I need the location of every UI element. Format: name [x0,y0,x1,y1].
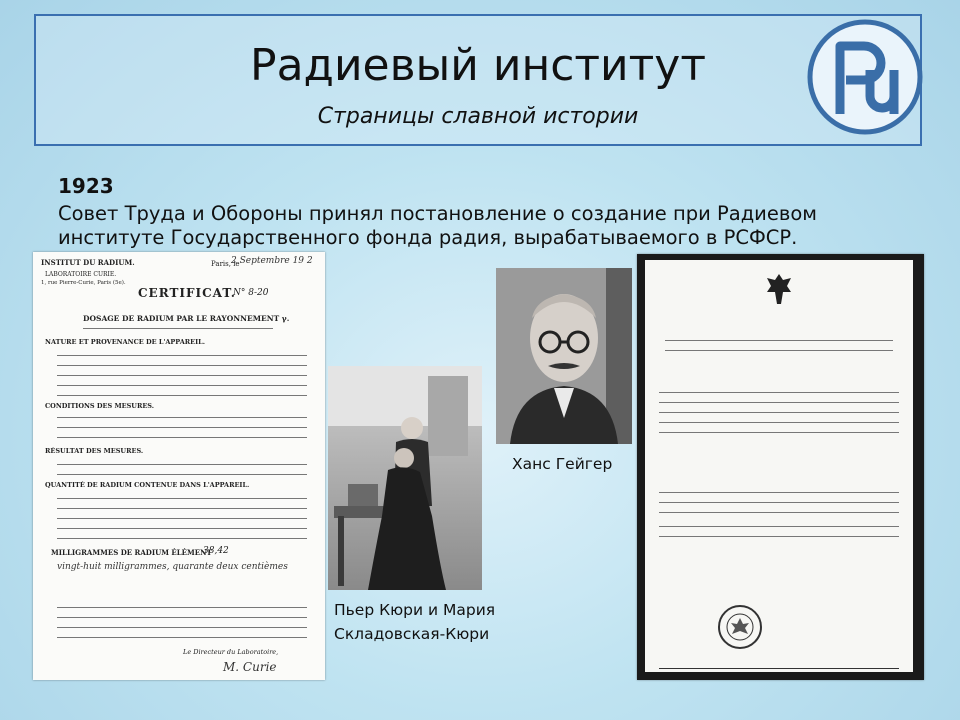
cert-institute: INSTITUT DU RADIUM. [41,258,135,267]
cert-signature: M. Curie [223,660,277,674]
cert-place: Paris, le [211,260,240,268]
cert-date-handwriting: 2 Septembre 19 2 [231,256,313,266]
certificate-document [33,252,325,680]
cert-amount-words-handwriting: vingt-huit milligrammes, quarante deux centièmes [57,562,288,572]
cert-heading: CERTIFICAT. [138,286,236,300]
cert-director: Le Directeur du Laboratoire, [183,648,279,656]
cert-amount-handwriting: 38,42 [203,546,229,556]
eagle-emblem-icon [765,272,793,306]
geiger-caption: Ханс Гейгер [512,455,613,473]
cert-address: 1, rue Pierre-Curie, Paris (5e). [41,280,126,286]
pruefungsschein-document [637,254,924,680]
curie-caption-line-2: Складовская-Кюри [334,625,490,643]
cert-section-2: CONDITIONS DES MESURES. [45,402,155,410]
geiger-photo [496,268,632,444]
page-subtitle: Страницы славной истории [317,104,639,129]
curie-photo [328,366,482,590]
cert-rule [83,328,273,329]
page-title: Радиевый институт [250,40,706,91]
radium-institute-logo-icon [806,18,924,136]
cert-dosage: DOSAGE DE RADIUM PAR LE RAYONNEMENT γ. [83,314,290,323]
curie-caption-line-1: Пьер Кюри и Мария [334,601,496,619]
cert-number: N° 8-20 [233,288,269,298]
cert-section-4: QUANTITÉ DE RADIUM CONTENUE DANS L'APPAREIL. [45,481,250,489]
official-seal-icon [717,604,763,650]
description-text: Совет Труда и Обороны принял постановление о создание при Радиевом институте Государственного фонда радия, вырабатываемого в РСФСР. [58,202,817,249]
year-heading: 1923 [58,174,114,198]
cert-milligrams: MILLIGRAMMES DE RADIUM ÉLÉMENT [51,548,212,557]
cert-section-3: RÉSULTAT DES MESURES. [45,447,144,455]
title-box [34,14,922,146]
cert-lab: LABORATOIRE CURIE. [45,271,117,278]
pruefungsschein-paper [645,260,913,672]
cert-section-1: NATURE ET PROVENANCE DE L'APPAREIL. [45,338,205,346]
